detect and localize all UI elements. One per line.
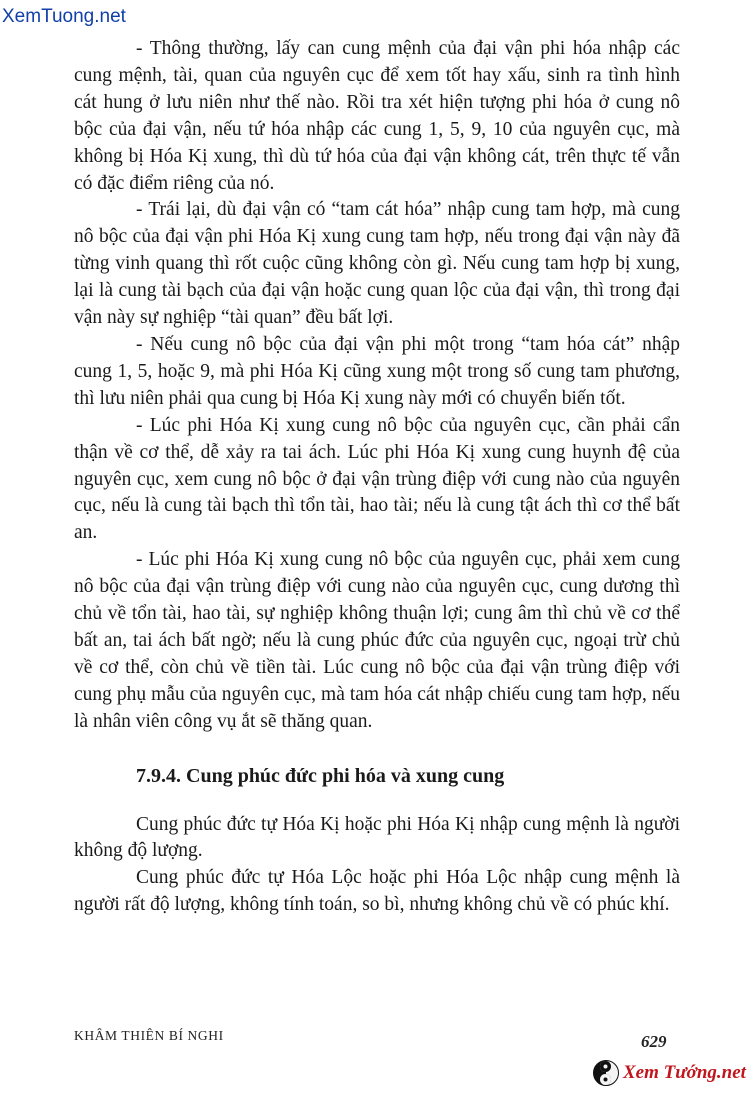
paragraph-5: - Lúc phi Hóa Kị xung cung nô bộc của nguyên cục, phải xem cung nô bộc của đại vận trùng điệp với cung nào của nguyên cục, cung dương thì chủ về tổn tài, hao tài, sự nghiệp không thuận lợi; cung âm thì chủ về cơ thể bất an, tai ách bất ngờ; nếu là cung phúc đức của nguyên cục, ngoại trừ chủ về cơ thể, còn chủ về tiền tài. Lúc cung nô bộc của đại vận trùng điệp với cung phụ mẫu của nguyên cục, mà tam hóa cát nhập chiếu cung tam hợp, nếu là nhân viên công vụ ắt sẽ thăng quan.: [74, 549, 680, 732]
paragraph-2: - Trái lại, dù đại vận có “tam cát hóa” nhập cung tam hợp, mà cung nô bộc của đại vận phi Hóa Kị xung cung tam hợp, nếu trong đại vận này đã từng vinh quang thì rốt cuộc cũng không còn gì. Nếu cung tam hợp bị xung, lại là cung tài bạch của đại vận hoặc cung quan lộc của đại vận, thì trong đại vận này sự nghiệp “tài quan” đều bất lợi.: [74, 199, 680, 329]
page-number: 629: [641, 1032, 667, 1051]
watermark-logo-text: Xem Tướng.net: [623, 1062, 746, 1083]
watermark-top-text: XemTuong.net: [2, 6, 126, 27]
paragraph-6: Cung phúc đức tự Hóa Kị hoặc phi Hóa Kị nhập cung mệnh là người không độ lượng.: [74, 813, 680, 862]
watermark-logo: [593, 1060, 746, 1086]
paragraph-1: - Thông thường, lấy can cung mệnh của đại vận phi hóa nhập các cung mệnh, tài, quan của nguyên cục để xem tốt hay xấu, sinh ra tình hình cát hung ở lưu niên như thế nào. Rồi tra xét hiện tượng phi hóa ở cung nô bộc của đại vận, nếu tứ hóa nhập các cung 1, 5, 9, 10 của nguyên cục, mà không bị Hóa Kị xung, thì dù tứ hóa của đại vận không cát, trên thực tế vẫn có đặc điểm riêng của nó.: [74, 38, 680, 194]
book-title-footer: KHÂM THIÊN BÍ NGHI: [74, 1028, 224, 1043]
paragraph-4: - Lúc phi Hóa Kị xung cung nô bộc của nguyên cục, cần phải cẩn thận về cơ thể, dễ xảy ra tai ách. Lúc phi Hóa Kị xung cung huynh đệ của nguyên cục, xem cung nô bộc ở đại vận trùng điệp với cung nào của nguyên cục, nếu là cung tài bạch thì tổn tài, hao tài; nếu là cung tật ách thì cơ thể bất an.: [74, 414, 680, 544]
page-content: [74, 36, 680, 919]
paragraph-3: - Nếu cung nô bộc của đại vận phi một trong “tam hóa cát” nhập cung 1, 5, hoặc 9, mà phi Hóa Kị cũng xung một trong số cung tam phương, thì lưu niên phải qua cung bị Hóa Kị xung này mới có chuyển biến tốt.: [74, 333, 680, 409]
yin-yang-icon: [593, 1060, 619, 1086]
section-heading: 7.9.4. Cung phúc đức phi hóa và xung cung: [136, 764, 505, 787]
paragraph-7: Cung phúc đức tự Hóa Lộc hoặc phi Hóa Lộc nhập cung mệnh là người rất độ lượng, không tính toán, so bì, nhưng không chủ về có phúc khí.: [74, 867, 680, 916]
